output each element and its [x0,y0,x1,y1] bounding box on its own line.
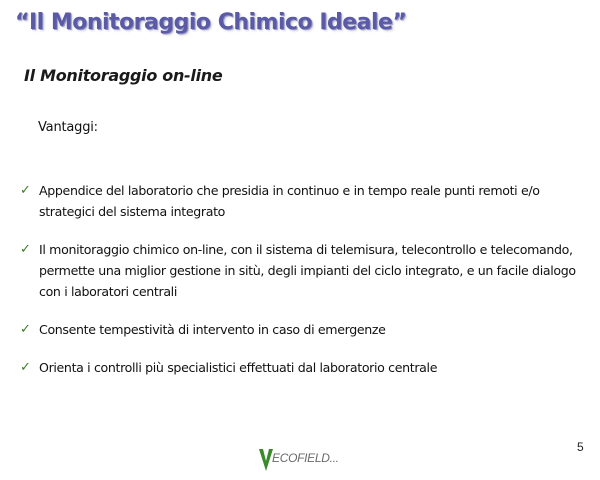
bullet-text: Appendice del laboratorio che presidia in continuo e in tempo reale punti remoti e/o strategici del sistema integrato [39,183,540,219]
intro-label: Vantaggi: [38,120,98,135]
bullet-text: Il monitoraggio chimico on-line, con il sistema di telemisura, telecontrollo e telecomando, permette una miglior gestione in sitù, degli impianti del ciclo integrato, e un facile dialogo con i laboratori centrali [39,242,576,299]
checkmark-icon: ✓ [20,242,31,257]
bullet-item [20,180,590,222]
bullet-item [20,239,590,302]
bullet-item [20,319,590,340]
bullet-item [20,357,590,378]
bullet-text: Consente tempestività di intervento in caso di emergenze [39,322,386,337]
page-number: 5 [577,440,584,454]
slide-title: “Il Monitoraggio Chimico Ideale” [15,10,407,35]
checkmark-icon: ✓ [20,183,31,198]
slide-subtitle: Il Monitoraggio on-line [24,66,223,85]
logo-text: ECOFIELD... [272,451,339,465]
checkmark-icon: ✓ [20,322,31,337]
bullet-list [20,180,590,378]
bullet-text: Orienta i controlli più specialistici effettuati dal laboratorio centrale [39,360,438,375]
checkmark-icon: ✓ [20,360,31,375]
